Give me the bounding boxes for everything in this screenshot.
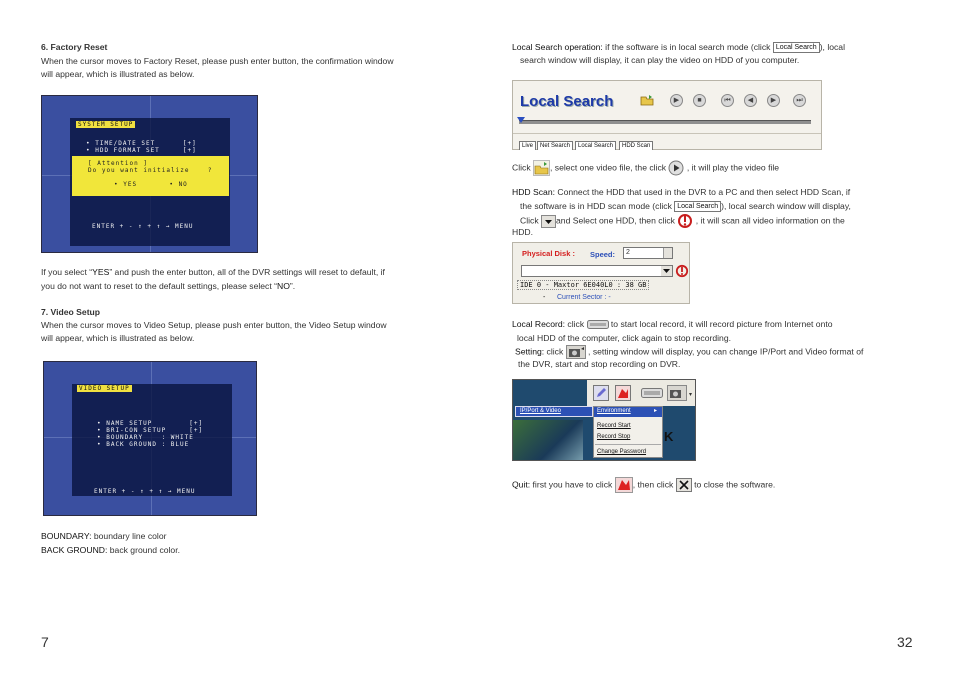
factory-reset-text-2: will appear, which is illustrated as below.: [41, 69, 195, 79]
video-overlay-letter: K: [664, 429, 674, 444]
osd-footer: ENTER + - ↑ + ↑ → MENU: [92, 223, 194, 230]
local-record-line-1: Local Record: click to start local record, it will record picture from Internet onto: [512, 319, 833, 329]
scan-icon[interactable]: [675, 264, 689, 278]
yes-explanation: If you select “YES” and push the enter button, all of the DVR settings will reset to default, if: [41, 267, 385, 277]
attention-options: • YES • NO: [114, 181, 188, 188]
step-forward-icon: ▶: [770, 97, 777, 104]
osd-row-hdd-format: • HDD FORMAT SET [+]: [86, 147, 197, 154]
current-sector-label: Current Sector : -: [557, 294, 611, 301]
play-icon[interactable]: [668, 160, 684, 176]
local-search-tab-inline[interactable]: Local Search: [674, 201, 721, 212]
video-setup-text-1: When the cursor moves to Video Setup, please push enter button, the Video Setup window: [41, 320, 387, 330]
tab-live[interactable]: Live: [519, 141, 536, 150]
local-search-tab-inline[interactable]: Local Search: [773, 42, 820, 53]
dropdown-arrow-icon[interactable]: [541, 215, 556, 228]
tab-net-search[interactable]: Net Search: [537, 141, 573, 150]
stop-icon: ■: [697, 97, 702, 104]
record-button-icon[interactable]: [587, 320, 609, 329]
speed-spinner[interactable]: [663, 248, 672, 258]
camera-settings-icon[interactable]: [566, 345, 586, 359]
boundary-definition: BOUNDARY: boundary line color: [41, 531, 167, 541]
click-play-instructions: Click , select one video file, the click , it will play the video file: [512, 160, 779, 176]
factory-reset-text-1: When the cursor moves to Factory Reset, please push enter button, the confirmation window: [41, 56, 394, 66]
factory-reset-osd-screen: [41, 95, 258, 253]
osd-row-time-date: • TIME/DATE SET [+]: [86, 140, 197, 147]
video-setup-osd-screen: [43, 361, 257, 516]
open-folder-icon[interactable]: [640, 94, 654, 106]
quit-icon[interactable]: [615, 385, 631, 401]
menu-environment[interactable]: Environment: [597, 408, 631, 414]
menu-record-stop[interactable]: Record Stop: [597, 434, 631, 440]
chevron-down-icon[interactable]: ▾: [689, 392, 693, 398]
osd-row-boundary: • BOUNDARY : WHITE: [97, 434, 194, 441]
submenu-arrow-icon: ▸: [654, 408, 658, 414]
close-icon[interactable]: [676, 478, 692, 492]
stop-button[interactable]: [693, 94, 706, 107]
menu-change-password[interactable]: Change Password: [597, 449, 647, 455]
setting-line-2: the DVR, start and stop recording on DVR.: [518, 359, 681, 369]
left-page-number: 7: [41, 634, 49, 650]
local-search-paragraph-1: Local Search operation: if the software is in local search mode (click Local Search ), local: [512, 42, 845, 52]
step-back-button[interactable]: [744, 94, 757, 107]
menu-record-start[interactable]: Record Start: [597, 423, 631, 429]
factory-reset-heading: 6. Factory Reset: [41, 42, 108, 52]
local-search-paragraph-2: search window will display, it can play the video on HDD of you computer.: [520, 55, 800, 65]
speed-input[interactable]: 2: [623, 247, 673, 259]
step-forward-button[interactable]: [767, 94, 780, 107]
attention-title: [ Attention ]: [88, 160, 148, 167]
osd-row-name-setup: • NAME SETUP [+]: [97, 420, 204, 427]
hdd-scan-line-2: the software is in HDD scan mode (click Local Search ), local search window will display,: [520, 201, 851, 211]
osd-row-background: • BACK GROUND : BLUE: [97, 441, 190, 448]
background-definition: BACK GROUND: back ground color.: [41, 545, 180, 555]
open-folder-icon[interactable]: [533, 160, 550, 176]
step-back-icon: ◀: [747, 97, 754, 104]
setting-line-1: Setting: click , setting window will display, you can change IP/Port and Video format of: [515, 345, 863, 359]
hdd-scan-line-4: HDD.: [512, 227, 534, 237]
last-frame-button[interactable]: [793, 94, 806, 107]
tab-local-search[interactable]: Local Search: [575, 141, 616, 150]
local-record-line-2: local HDD of the computer, click again to stop recording.: [517, 333, 731, 343]
attention-question: Do you want initialize ?: [88, 167, 213, 174]
menu-ipport-video-label: IP/Port & Video: [520, 408, 561, 414]
quit-instructions: Quit: first you have to click , then click to close the software.: [512, 477, 775, 493]
play-icon: ▶: [673, 97, 680, 104]
video-setup-text-2: will appear, which is illustrated as below.: [41, 333, 195, 343]
camera-settings-icon[interactable]: [667, 385, 687, 401]
disk-select[interactable]: [521, 265, 673, 277]
first-frame-button[interactable]: [721, 94, 734, 107]
play-button[interactable]: [670, 94, 683, 107]
progress-slider[interactable]: [519, 120, 811, 124]
sector-dash: -: [543, 294, 546, 301]
osd-footer: ENTER + - ↑ + ↑ → MENU: [94, 488, 196, 495]
osd-title: VIDEO SETUP: [79, 385, 130, 392]
hdd-scan-line-3: Click and Select one HDD, then click , it will scan all video information on the: [520, 213, 845, 229]
skip-back-icon: ⏮: [724, 97, 731, 104]
settings-menu-screenshot: [512, 379, 696, 461]
hdd-scan-line-1: HDD Scan: Connect the HDD that used in the DVR to a PC and then select HDD Scan, if: [512, 187, 851, 197]
slider-handle[interactable]: [517, 117, 525, 123]
no-explanation: you do not want to reset to the default settings, please select “NO”.: [41, 281, 296, 291]
osd-row-bri-con: • BRI-CON SETUP [+]: [97, 427, 204, 434]
dropdown-arrow-icon[interactable]: [661, 266, 672, 276]
local-search-window: [512, 80, 822, 150]
physical-disk-panel: [512, 242, 690, 304]
quit-icon[interactable]: [615, 477, 633, 493]
local-search-title: Local Search: [520, 93, 614, 110]
physical-disk-label: Physical Disk :: [522, 249, 575, 258]
video-setup-heading: 7. Video Setup: [41, 307, 101, 317]
skip-forward-icon: ⏭: [796, 97, 803, 104]
edit-icon[interactable]: [593, 385, 609, 401]
record-button-icon[interactable]: [641, 388, 663, 398]
right-page-number: 32: [897, 634, 913, 650]
tab-hdd-scan[interactable]: HDD Scan: [619, 141, 653, 150]
disk-item[interactable]: IDE 0 - Maxtor 6E040L0 : 38 GB: [517, 280, 649, 290]
osd-title: SYSTEM SETUP: [78, 121, 134, 128]
speed-label: Speed:: [590, 250, 616, 259]
scan-icon[interactable]: [677, 213, 693, 229]
attention-dialog: [72, 156, 229, 196]
